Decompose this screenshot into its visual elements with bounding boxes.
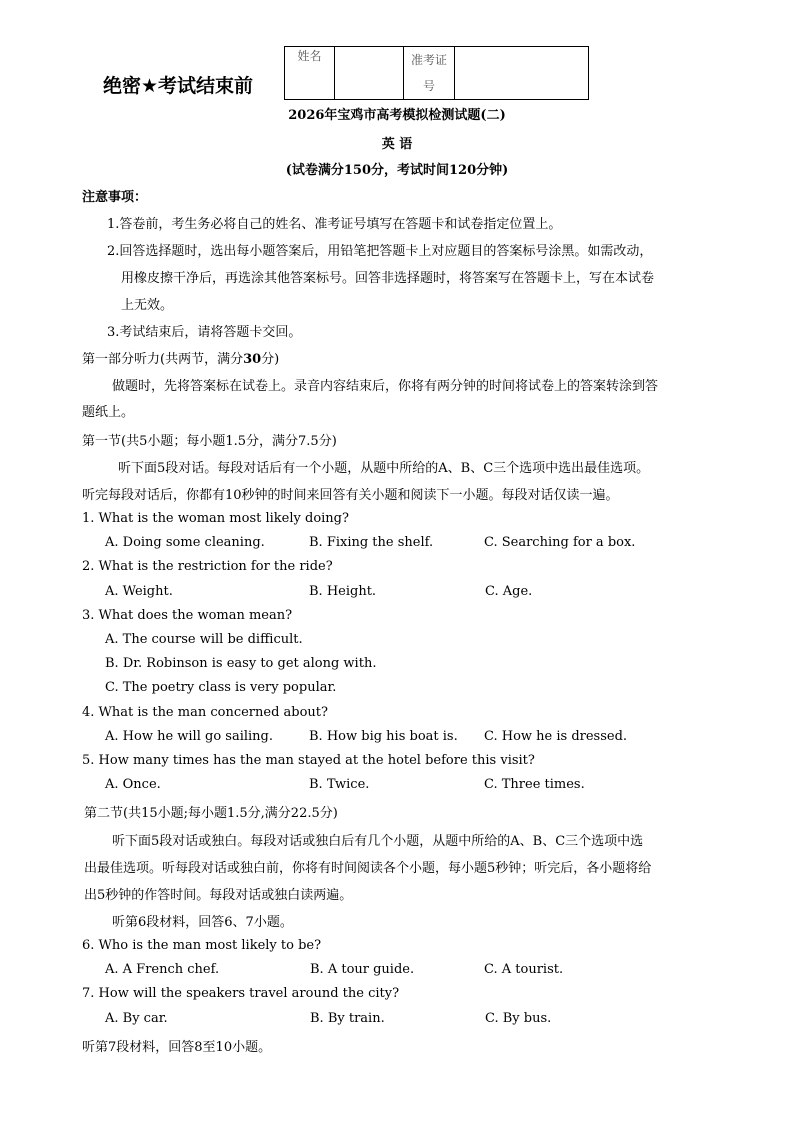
candidate-info-table bbox=[284, 46, 589, 100]
option-a[interactable]: A. The course will be difficult. bbox=[105, 632, 303, 647]
listen-material-7: 听第7段材料，回答8至10小题。 bbox=[82, 1040, 272, 1055]
section2-title: 第二节(共15小题;每小题1.5分,满分22.5分) bbox=[84, 806, 338, 821]
option-c[interactable]: C. Searching for a box. bbox=[484, 535, 636, 550]
exam-title: 2026年宝鸡市高考模拟检测试题(二) bbox=[288, 108, 506, 123]
option-c[interactable]: C. Three times. bbox=[484, 777, 585, 792]
option-c[interactable]: C. Age. bbox=[485, 584, 533, 599]
note-item: 1.答卷前，考生务必将自己的姓名、准考证号填写在答题卡和试卷指定位置上。 bbox=[107, 217, 562, 232]
option-a[interactable]: A. By car. bbox=[105, 1011, 168, 1026]
question-stem: 4. What is the man concerned about? bbox=[82, 705, 328, 720]
note-item: 3.考试结束后，请将答题卡交回。 bbox=[107, 325, 302, 340]
question-stem: 7. How will the speakers travel around the city? bbox=[82, 986, 400, 1001]
listen-material-6: 听第6段材料，回答6、7小题。 bbox=[112, 915, 293, 930]
option-a[interactable]: A. Weight. bbox=[105, 584, 173, 599]
option-a[interactable]: A. Doing some cleaning. bbox=[105, 535, 265, 550]
option-b[interactable]: B. Dr. Robinson is easy to get along with. bbox=[105, 656, 377, 671]
option-a[interactable]: A. Once. bbox=[105, 777, 161, 792]
option-b[interactable]: B. Twice. bbox=[309, 777, 370, 792]
question-stem: 3. What does the woman mean? bbox=[82, 608, 293, 623]
section1-instructions: 听完每段对话后，你都有10秒钟的时间来回答有关小题和阅读下一小题。每段对话仅读一遍。 bbox=[82, 488, 619, 503]
exam-id-label: 准考证 号 bbox=[404, 47, 455, 100]
part1-instructions: 题纸上。 bbox=[82, 405, 135, 420]
section1-instructions: 听下面5段对话。每段对话后有一个小题，从题中所给的A、B、C三个选项中选出最佳选项。 bbox=[118, 461, 650, 476]
option-b[interactable]: B. How big his boat is. bbox=[309, 729, 458, 744]
option-b[interactable]: B. A tour guide. bbox=[310, 962, 415, 977]
section2-instructions: 出5秒钟的作答时间。每段对话或独白读两遍。 bbox=[84, 888, 353, 903]
option-c[interactable]: C. A tourist. bbox=[484, 962, 564, 977]
score-time-info: (试卷满分150分，考试时间120分钟) bbox=[285, 163, 509, 178]
part1-title: 第一部分听力(共两节，满分30分) bbox=[82, 352, 280, 367]
confidential-label: 绝密★考试结束前 bbox=[103, 75, 254, 97]
question-stem: 2. What is the restriction for the ride? bbox=[82, 559, 333, 574]
section2-instructions: 听下面5段对话或独白。每段对话或独白后有几个小题，从题中所给的A、B、C三个选项中选 bbox=[112, 834, 644, 849]
question-stem: 6. Who is the man most likely to be? bbox=[82, 938, 322, 953]
option-b[interactable]: B. Fixing the shelf. bbox=[309, 535, 434, 550]
option-c[interactable]: C. The poetry class is very popular. bbox=[105, 680, 337, 695]
question-stem: 1. What is the woman most likely doing? bbox=[82, 511, 349, 526]
note-item: 用橡皮擦干净后，再选涂其他答案标号。回答非选择题时，将答案写在答题卡上，写在本试卷 bbox=[121, 271, 655, 286]
part1-instructions: 做题时，先将答案标在试卷上。录音内容结束后，你将有两分钟的时间将试卷上的答案转涂到答 bbox=[112, 379, 659, 394]
option-a[interactable]: A. How he will go sailing. bbox=[105, 729, 274, 744]
option-b[interactable]: B. Height. bbox=[309, 584, 377, 599]
note-item: 2.回答选择题时，选出每小题答案后，用铅笔把答题卡上对应题目的答案标号涂黑。如需改动， bbox=[107, 244, 653, 259]
name-label: 姓名 bbox=[285, 47, 335, 100]
option-b[interactable]: B. By train. bbox=[310, 1011, 385, 1026]
name-field[interactable] bbox=[335, 47, 404, 100]
note-item: 上无效。 bbox=[121, 298, 174, 313]
question-stem: 5. How many times has the man stayed at the hotel before this visit? bbox=[82, 753, 535, 768]
exam-id-field[interactable] bbox=[455, 47, 589, 100]
option-a[interactable]: A. A French chef. bbox=[105, 962, 220, 977]
section2-instructions: 出最佳选项。听每段对话或独白前，你将有时间阅读各个小题，每小题5秒钟；听完后，各小题将给 bbox=[84, 861, 652, 876]
option-c[interactable]: C. By bus. bbox=[485, 1011, 552, 1026]
subject-title: 英 语 bbox=[381, 137, 413, 152]
option-c[interactable]: C. How he is dressed. bbox=[484, 729, 628, 744]
notes-heading: 注意事项： bbox=[82, 190, 148, 205]
section1-title: 第一节(共5小题；每小题1.5分，满分7.5分) bbox=[82, 434, 337, 449]
